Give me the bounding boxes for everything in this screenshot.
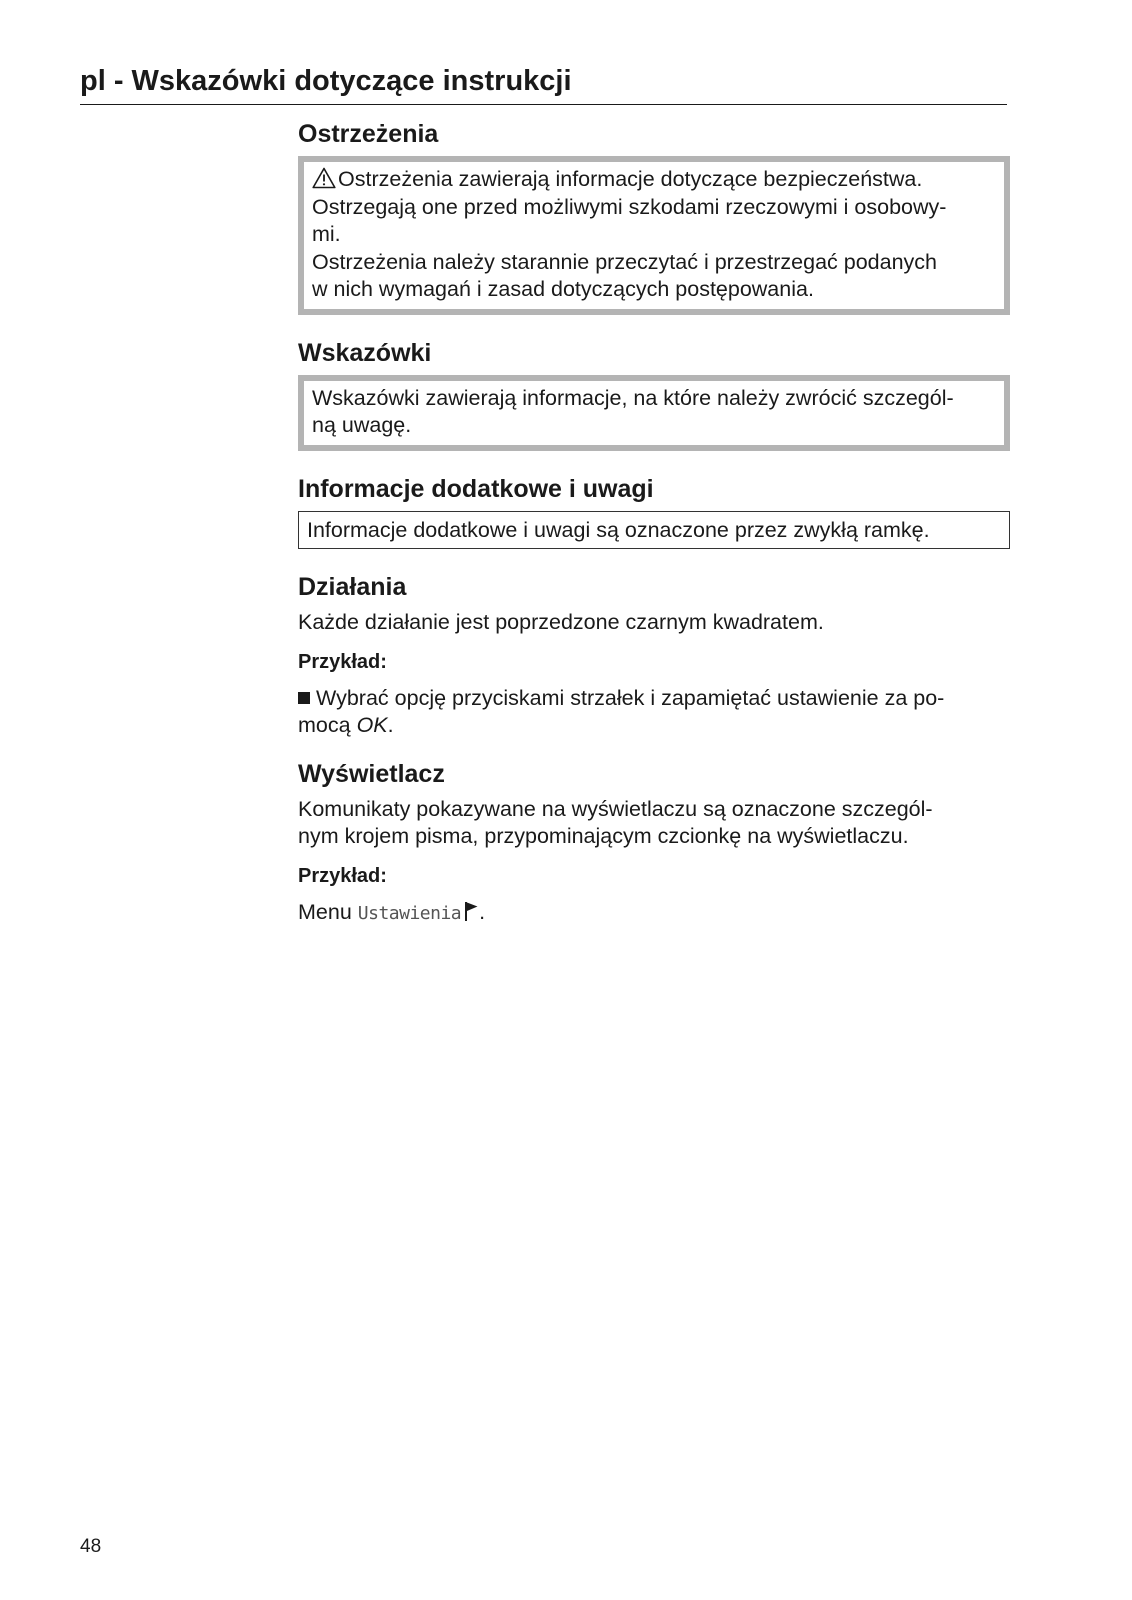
info-box <box>298 511 1010 550</box>
display-line-1: Komunikaty pokazywane na wyświetlaczu są oznaczone szczegól- <box>298 796 933 821</box>
warning-line-3: mi. <box>312 222 341 246</box>
actions-example-line-1 <box>298 685 1010 713</box>
display-example-label: Przykład: <box>298 864 387 887</box>
display-font-text: Ustawienia <box>357 902 462 924</box>
section-heading-info: Informacje dodatkowe i uwagi <box>298 474 654 503</box>
page-number: 48 <box>80 1536 102 1557</box>
note-line-2: ną uwagę. <box>312 413 412 437</box>
warning-text-1: Ostrzeżenia zawierają informacje dotyczące bezpieczeństwa. <box>338 167 923 191</box>
ok-key-label: OK <box>356 713 388 737</box>
warning-line-5: w nich wymagań i zasad dotyczących postępowania. <box>312 277 814 301</box>
display-example-prefix: Menu <box>298 899 358 924</box>
black-square-icon <box>298 692 310 704</box>
actions-example-line-2 <box>298 712 1010 740</box>
spacer <box>298 740 1010 758</box>
note-box <box>298 375 1010 451</box>
flag-icon <box>464 901 479 922</box>
page-title: pl - Wskazówki dotyczące instrukcji <box>80 62 1007 105</box>
display-example <box>298 899 1010 928</box>
section-heading-warnings: Ostrzeżenia <box>298 120 439 148</box>
warning-box <box>298 156 1010 315</box>
actions-example-suffix: . <box>387 713 394 737</box>
warning-line-4: Ostrzeżenia należy starannie przeczytać i przestrzegać podanych <box>312 249 938 274</box>
actions-text: Każde działanie jest poprzedzone czarnym kwadratem. <box>298 610 824 634</box>
actions-example-label: Przykład: <box>298 650 387 673</box>
warning-triangle-icon <box>312 167 336 189</box>
info-text: Informacje dodatkowe i uwagi są oznaczone przez zwykłą ramkę. <box>307 517 930 542</box>
display-line-2: nym krojem pisma, przypominającym czcionkę na wyświetlaczu. <box>298 824 909 848</box>
section-heading-display: Wyświetlacz <box>298 759 445 788</box>
section-heading-actions: Działania <box>298 573 407 601</box>
note-line-1: Wskazówki zawierają informacje, na które należy zwrócić szczegól- <box>312 385 954 410</box>
actions-example-text-1: Wybrać opcję przyciskami strzałek i zapamiętać ustawienie za po- <box>316 685 945 710</box>
actions-example-prefix: mocą <box>298 713 357 737</box>
section-heading-notes: Wskazówki <box>298 338 432 367</box>
warning-line-1 <box>312 166 992 194</box>
content-column <box>298 118 1010 927</box>
warning-line-2: Ostrzegają one przed możliwymi szkodami rzeczowymi i osobowy- <box>312 194 947 219</box>
display-example-suffix: . <box>479 899 486 924</box>
